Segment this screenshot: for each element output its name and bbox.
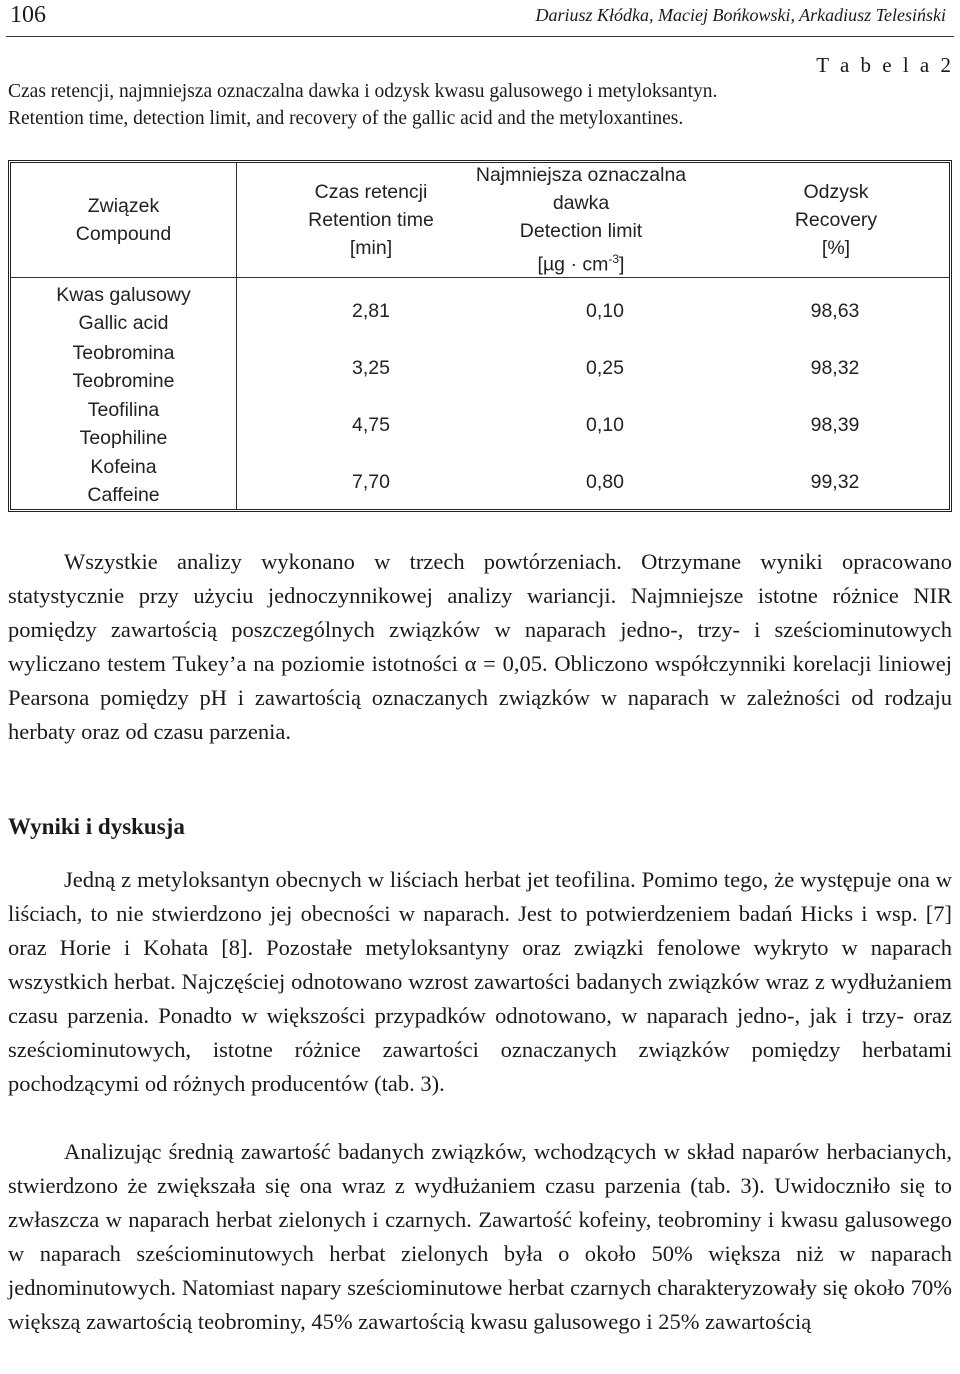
table-row-compound xyxy=(11,395,236,452)
table-row-compound xyxy=(11,452,236,510)
compound-name-pl: Kofeina xyxy=(90,456,157,478)
caption-polish: Czas retencji, najmniejsza oznaczalna dawka i odzysk kwasu galusowego i metyloksantyn. xyxy=(8,81,718,102)
running-head-authors: Dariusz Kłódka, Maciej Bońkowski, Arkadiusz Telesiński xyxy=(535,5,946,25)
paragraph-results-1: Jedną z metyloksantyn obecnych w liściach herbat jet teofilina. Pomimo tego, że występuje ona w liściach, to nie stwierdzono jej obecności w naparach. Jest to potwierdzeniem badań Hicks i wsp. [7] oraz Horie i Kohata [8]. Pozostałe metyloksantyny oraz związki fenolowe wykryto w naparach wszystkich herbat. Najczęściej odnotowano wzrost zawartości badanych związków wraz z wydłużaniem czasu parzenia. Ponadto w większości przypadków odnotowano, w naparach jedno-, jak i trzy- oraz sześciominutowych, istotne różnice zawartości oznaczanych związków pomiędzy herbatami pochodzącymi od różnych producentów (tab. 3). xyxy=(8,867,952,1096)
recovery-value: 98,39 xyxy=(810,414,860,436)
header-dl-unit-b: ] xyxy=(619,253,625,276)
detection-limit-value: 0,10 xyxy=(586,300,624,322)
detection-limit-value: 0,10 xyxy=(586,414,624,436)
data-table xyxy=(8,160,952,512)
table-header-divider xyxy=(11,277,949,278)
header-dl-unit-a: [µg · cm xyxy=(537,253,609,276)
header-detection-limit xyxy=(471,163,691,277)
detection-limit-value: 0,25 xyxy=(586,357,624,379)
header-rule xyxy=(6,36,954,37)
compound-name-en: Teophiline xyxy=(79,426,168,449)
retention-time-value: 7,70 xyxy=(352,471,390,493)
recovery-value: 99,32 xyxy=(810,471,860,493)
recovery-value: 98,63 xyxy=(810,300,860,322)
table-row-compound xyxy=(11,280,236,338)
detection-limit-value: 0,80 xyxy=(586,471,624,493)
section-heading: Wyniki i dyskusja xyxy=(8,814,185,839)
header-dl-en: Detection limit xyxy=(519,220,643,243)
header-compound xyxy=(11,163,236,277)
header-retention-time xyxy=(296,163,446,277)
header-rec-unit: [%] xyxy=(821,237,851,259)
header-dl-pl-1: Najmniejsza oznaczalna xyxy=(475,164,687,187)
compound-name-pl: Kwas galusowy xyxy=(56,284,191,306)
header-rec-en: Recovery xyxy=(794,209,878,231)
compound-name-en: Caffeine xyxy=(87,484,160,506)
header-recovery xyxy=(756,163,916,277)
paragraph-results-2: Analizując średnią zawartość badanych związków, wchodzących w skład naparów herbacianych, stwierdzono że zwiększała się ona wraz z wydłużaniem czasu parzenia (tab. 3). Uwidoczniło się to zwłaszcza w naparach herbat zielonych i czarnych. Zawartość kofeiny, teobrominy i kwasu galusowego w naparach sześciominutowych herbat zielonych była o około 50% większa niż w naparach jednominutowych. Natomiast napary sześciominutowe herbat czarnych charakteryzowały się około 70% większą zawartością teobrominy, 45% zawartością kwasu galusowego i 25% zawartością xyxy=(8,1139,952,1334)
paragraph-methods: Wszystkie analizy wykonano w trzech powtórzeniach. Otrzymane wyniki opracowano statystycznie przy użyciu jednoczynnikowej analizy wariancji. Najmniejsze istotne różnice NIR pomiędzy zawartością poszczególnych związków w naparach jedno-, trzy- i sześciominutowych wyliczano testem Tukey’a na poziomie istotności α = 0,05. Obliczono współczynniki korelacji liniowej Pearsona pomiędzy pH i zawartością oznaczanych związków w naparach w zależności od rodzaju herbaty oraz od czasu parzenia. xyxy=(8,549,952,744)
header-rt-en: Retention time xyxy=(308,209,434,231)
compound-name-en: Gallic acid xyxy=(78,312,169,334)
compound-name-pl: Teofilina xyxy=(87,398,160,421)
header-compound-en: Compound xyxy=(75,223,172,245)
table-caption xyxy=(8,78,868,132)
compound-name-en: Teobromine xyxy=(72,369,175,392)
header-rec-pl: Odzysk xyxy=(803,181,869,203)
table-label: T a b e l a 2 xyxy=(816,53,954,77)
recovery-value: 98,32 xyxy=(810,357,860,379)
retention-time-value: 3,25 xyxy=(352,357,390,379)
table-row-compound xyxy=(11,338,236,395)
table-column-divider xyxy=(236,163,237,509)
header-dl-unit-exp: -3 xyxy=(608,252,620,267)
retention-time-value: 2,81 xyxy=(352,300,390,322)
header-rt-pl: Czas retencji xyxy=(314,181,428,203)
compound-name-pl: Teobromina xyxy=(72,341,175,364)
caption-english: Retention time, detection limit, and recovery of the gallic acid and the metyloxantines. xyxy=(8,108,684,129)
header-compound-pl: Związek xyxy=(87,195,160,217)
page-number: 106 xyxy=(10,2,46,28)
header-dl-pl-2: dawka xyxy=(552,192,610,215)
retention-time-value: 4,75 xyxy=(352,414,390,436)
header-rt-unit: [min] xyxy=(349,237,393,259)
header-dl-unit xyxy=(538,245,625,279)
